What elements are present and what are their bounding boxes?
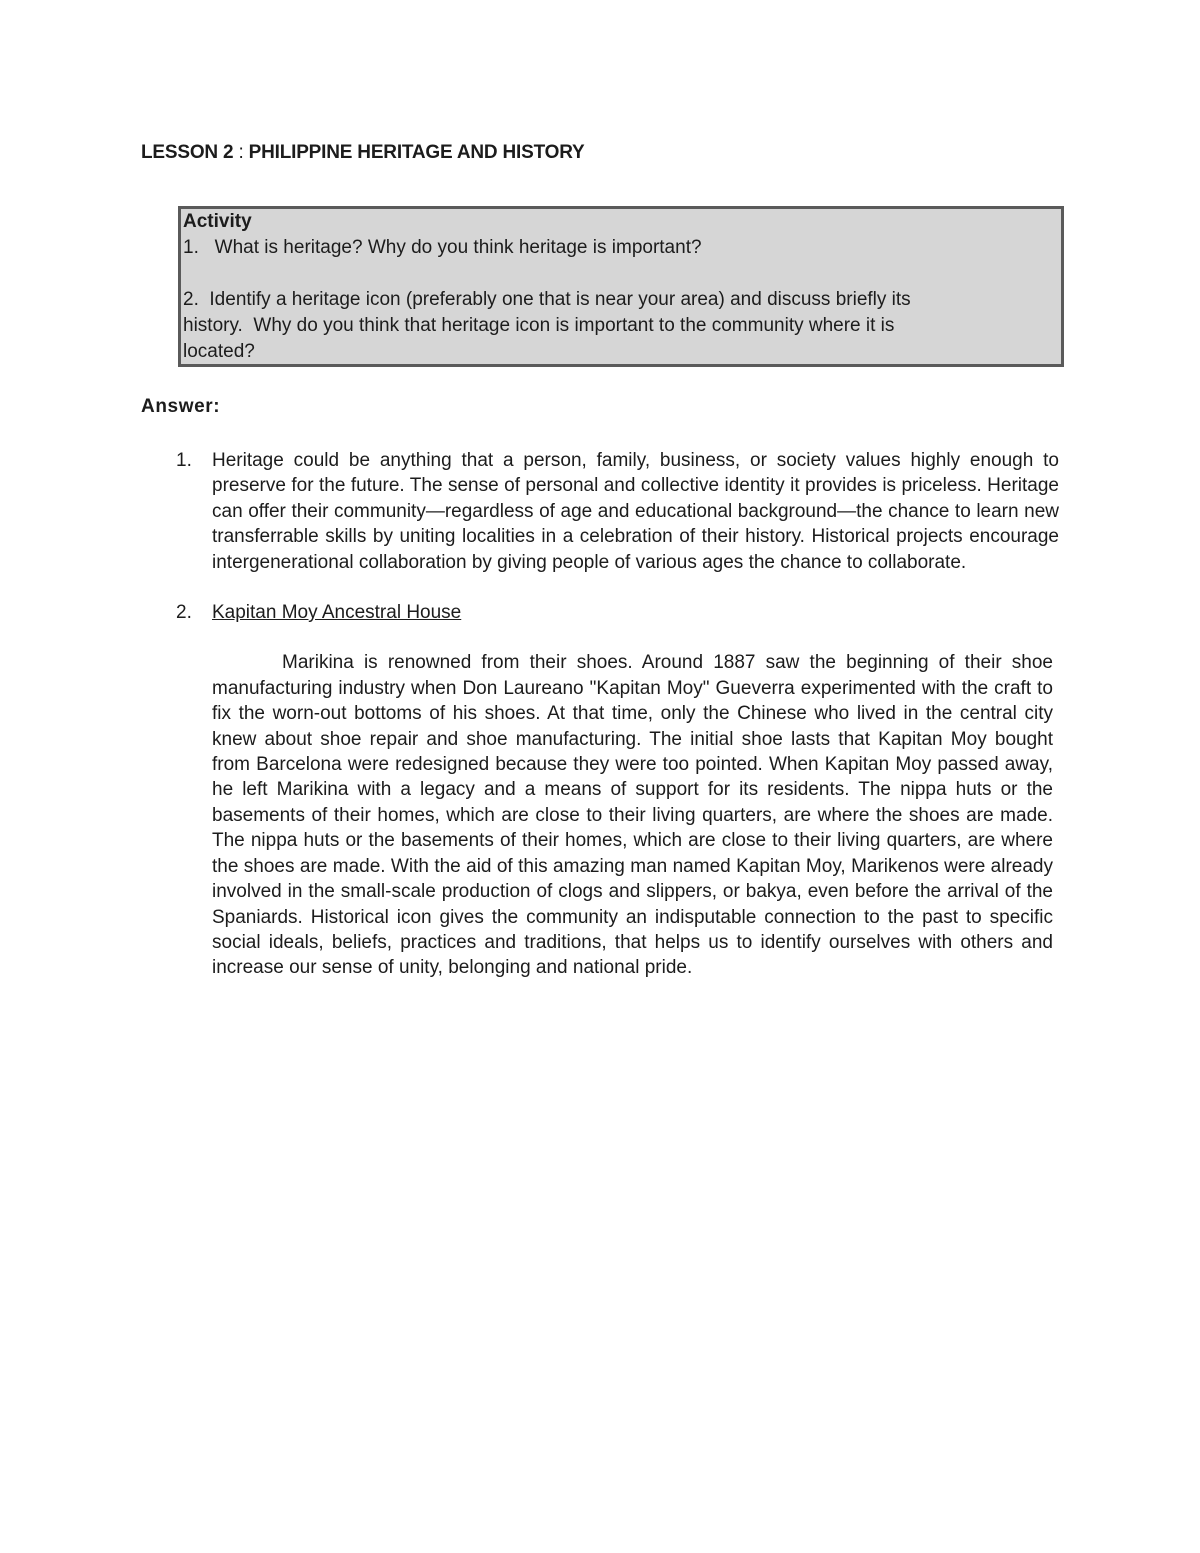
- answer-text-2: Marikina is renowned from their shoes. Around 1887 saw the beginning of their shoe manufacturing industry when Don Laureano "Kapitan Moy" Gueverra experimented with the craft to fix the worn-out bottoms of his shoes. At that time, only the Chinese who lived in the central city knew about shoe repair and shoe manufacturing. The initial shoe lasts that Kapitan Moy bought from Barcelona were redesigned because they were too pointed. When Kapitan Moy passed away, he left Marikina with a legacy and a means of support for its residents. The nippa huts or the basements of their homes, which are close to their living quarters, are where the shoes are made. The nippa huts or the basements of their homes, which are close to their living quarters, are where the shoes are made. With the aid of this amazing man named Kapitan Moy, Marikenos were already involved in the small-scale production of clogs and slippers, or bakya, even before the arrival of the Spaniards. Historical icon gives the community an indisputable connection to the past to specific social ideals, beliefs, practices and traditions, that helps us to identify ourselves with others and increase our sense of unity, belonging and national pride.: [212, 652, 1053, 979]
- lesson-topic: PHILIPPINE HERITAGE AND HISTORY: [248, 142, 585, 163]
- answer-number-1: 1.: [176, 450, 192, 471]
- activity-box: [178, 206, 1064, 367]
- title-separator: :: [238, 142, 244, 163]
- activity-question-2-line-3: located?: [183, 341, 255, 362]
- answer-label: Answer:: [141, 396, 221, 417]
- lesson-title: [141, 142, 585, 164]
- answer-number-2: 2.: [176, 602, 192, 624]
- answer-text-1: Heritage could be anything that a person, family, business, or society values highly enough to preserve for the future. The sense of personal and collective identity it provides is priceless. Heritage can offer their community—regardless of age and educational background—the chance to learn new transferrable skills by uniting localities in a celebration of their history. Historical projects encourage intergenerational collaboration by giving people of various ages the chance to collaborate.: [212, 450, 1059, 573]
- activity-question-1: 1. What is heritage? Why do you think heritage is important?: [183, 237, 702, 258]
- activity-spacer: [183, 261, 1059, 287]
- activity-question-2-line-1: 2. Identify a heritage icon (preferably one that is near your area) and discuss briefly its: [183, 289, 911, 310]
- activity-label: Activity: [183, 211, 252, 232]
- heritage-icon-heading: Kapitan Moy Ancestral House: [212, 602, 462, 624]
- answer-list: [141, 448, 1059, 981]
- activity-question-2-line-2: history. Why do you think that heritage icon is important to the community where it is: [183, 315, 895, 336]
- answer-item-2: [141, 600, 1059, 981]
- answer-heading-wrapper: [212, 600, 1059, 625]
- lesson-number: LESSON 2: [141, 142, 234, 163]
- answer-item-1: [141, 448, 1059, 575]
